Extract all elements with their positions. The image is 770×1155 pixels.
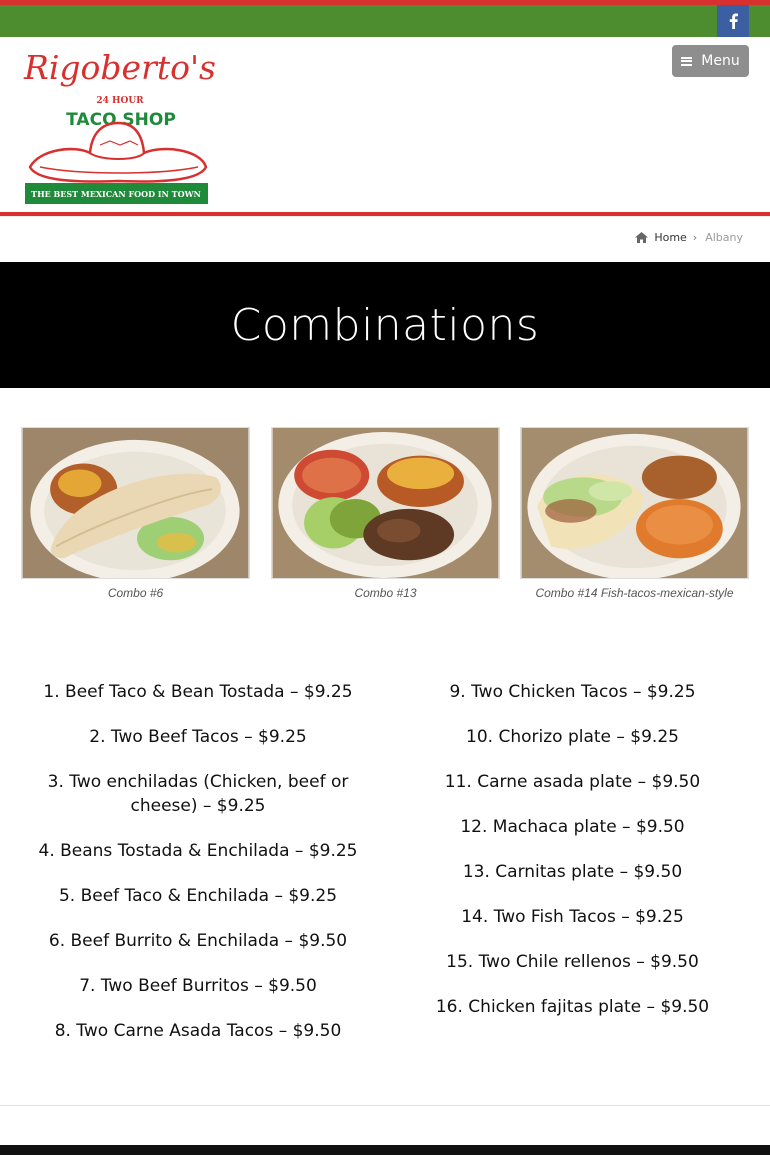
footer-bar [0, 1145, 770, 1155]
breadcrumb-home[interactable]: Home [654, 231, 687, 244]
menu-button-label: Menu [701, 53, 740, 69]
facebook-icon [729, 13, 738, 29]
breadcrumb-bar [0, 216, 770, 262]
menu-item: 15. Two Chile rellenos – $9.50 [446, 952, 699, 972]
menu-button[interactable] [672, 45, 749, 77]
site-logo[interactable] [20, 49, 224, 207]
sombrero-icon [30, 123, 206, 181]
menu-item: 14. Two Fish Tacos – $9.25 [461, 907, 684, 927]
photo-gallery [21, 427, 749, 607]
breadcrumb-current: Albany [705, 231, 743, 244]
logo-shop: TACO SHOP [66, 110, 176, 130]
menu-item: 7. Two Beef Burritos – $9.50 [79, 976, 317, 996]
menu-list-right [420, 680, 725, 1040]
menu-item: 12. Machaca plate – $9.50 [460, 817, 685, 837]
hamburger-icon [681, 57, 692, 66]
breadcrumb [635, 231, 743, 244]
menu-list-left [36, 680, 360, 1064]
chevron-right-icon: › [692, 231, 698, 244]
menu-item: 1. Beef Taco & Bean Tostada – $9.25 [43, 682, 353, 702]
gallery-item [520, 427, 749, 600]
menu-item: 10. Chorizo plate – $9.25 [466, 727, 679, 747]
gallery-caption: Combo #13 [354, 586, 417, 600]
facebook-button[interactable] [717, 5, 749, 37]
gallery-caption: Combo #14 Fish-tacos-mexican-style [535, 586, 734, 600]
menu-item: 16. Chicken fajitas plate – $9.50 [435, 997, 710, 1017]
menu-item: 5. Beef Taco & Enchilada – $9.25 [58, 886, 338, 906]
menu-item: 8. Two Carne Asada Tacos – $9.50 [54, 1021, 342, 1041]
home-icon [635, 232, 648, 243]
gallery-caption: Combo #6 [107, 586, 164, 600]
combo-6-photo[interactable] [21, 427, 250, 579]
combo-14-photo[interactable] [520, 427, 749, 579]
menu-item: 9. Two Chicken Tacos – $9.25 [449, 682, 696, 702]
logo-hours: 24 HOUR [96, 96, 144, 106]
menu-item: 13. Carnitas plate – $9.50 [462, 862, 683, 882]
site-header [0, 37, 770, 212]
content-divider [0, 1105, 770, 1106]
top-bar [0, 0, 770, 37]
menu-item: 3. Two enchiladas (Chicken, beef or cheese) – $9.25 [47, 772, 349, 816]
menu-item: 4. Beans Tostada & Enchilada – $9.25 [38, 841, 358, 861]
logo-name: Rigoberto's [24, 49, 216, 87]
menu-item: 6. Beef Burrito & Enchilada – $9.50 [48, 931, 348, 951]
menu-item: 11. Carne asada plate – $9.50 [444, 772, 701, 792]
page-title-banner [0, 262, 770, 388]
gallery-item [271, 427, 500, 600]
menu-item: 2. Two Beef Tacos – $9.25 [89, 727, 307, 747]
gallery-item [21, 427, 250, 600]
page-title: Combinations [230, 299, 540, 351]
logo-tagline: THE BEST MEXICAN FOOD IN TOWN [31, 189, 201, 199]
combo-13-photo[interactable] [271, 427, 500, 579]
